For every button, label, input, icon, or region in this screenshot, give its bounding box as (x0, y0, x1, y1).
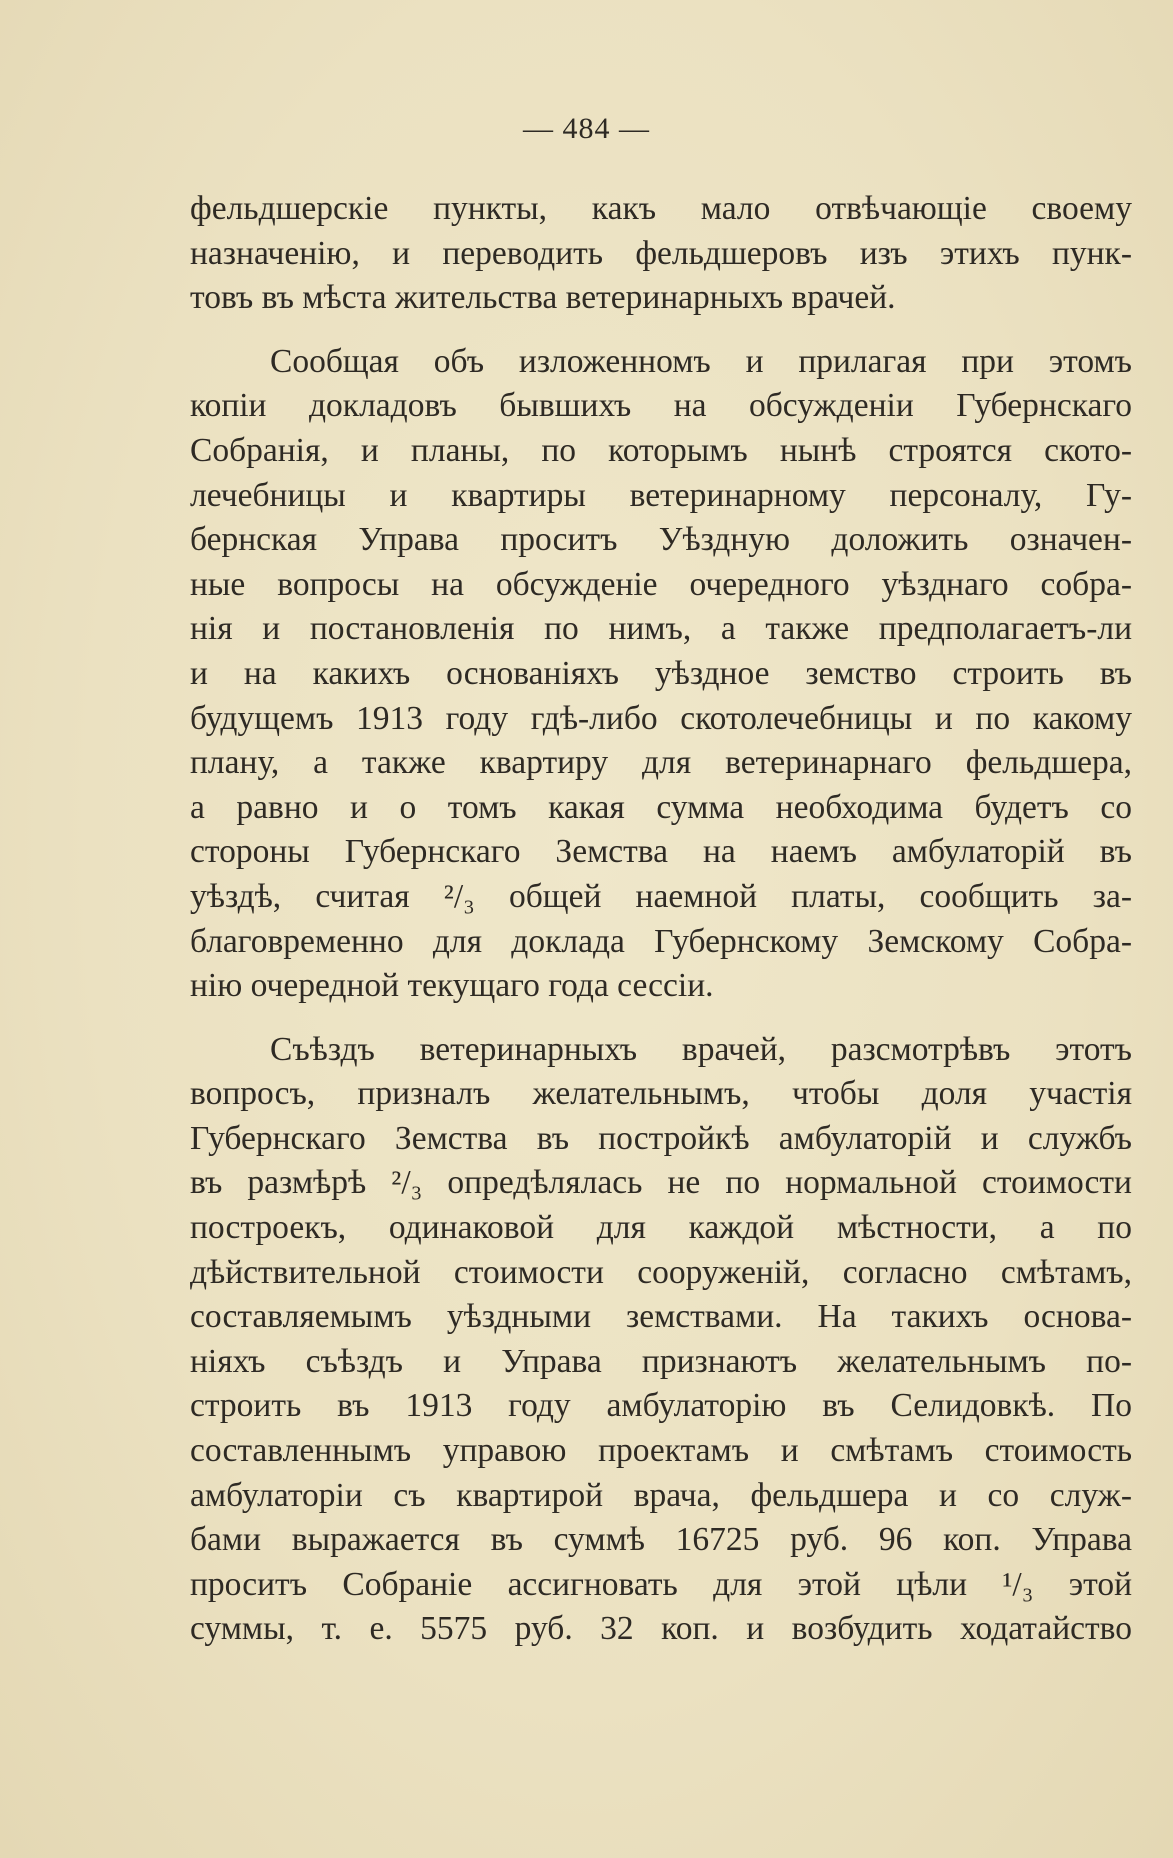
text-line: проситъ Собраніе ассигновать для этой цѣли ¹/₃ этой (190, 1565, 1132, 1603)
text-line: лечебницы и квартиры ветеринарному персоналу, Гу- (190, 476, 1132, 514)
text-line: фельдшерскіе пункты, какъ мало отвѣчающіе своему (190, 190, 1132, 227)
text-line: товъ въ мѣста жительства ветеринарныхъ врачей. (190, 279, 896, 317)
text-line: Сообщая объ изложенномъ и прилагая при этомъ (270, 342, 1132, 380)
text-line: составленнымъ управою проектамъ и смѣтамъ стоимость (190, 1432, 1132, 1470)
text-line: Губернскаго Земства въ постройкѣ амбулаторій и службъ (190, 1119, 1132, 1157)
text-line: благовременно для доклада Губернскому Земскому Собра- (190, 922, 1132, 960)
text-line: и на какихъ основаніяхъ уѣздное земство строить въ (190, 654, 1132, 692)
text-line: копіи докладовъ бывшихъ на обсужденіи Губернскаго (190, 387, 1132, 425)
text-line: суммы, т. е. 5575 руб. 32 коп. и возбудить ходатайство (190, 1610, 1132, 1648)
text-line: будущемъ 1913 году гдѣ-либо скотолечебницы и по какому (190, 699, 1132, 737)
text-line: плану, а также квартиру для ветеринарнаго фельдшера, (190, 744, 1132, 782)
paragraph-gap (190, 1009, 1132, 1028)
text-line: въ размѣрѣ ²/₃ опредѣлялась не по нормальной стоимости (190, 1164, 1132, 1202)
text-line: строить въ 1913 году амбулаторію въ Селидовкѣ. По (190, 1387, 1132, 1425)
text-line: уѣздѣ, считая ²/₃ общей наемной платы, сообщить за- (190, 877, 1132, 915)
paragraph-gap (190, 321, 1132, 340)
text-line: Съѣздъ ветеринарныхъ врачей, разсмотрѣвъ этотъ (270, 1030, 1132, 1068)
paragraph-3 (190, 1028, 1132, 1652)
page-number: — 484 — (523, 112, 650, 145)
text-line: дѣйствительной стоимости сооруженій, согласно смѣтамъ, (190, 1253, 1132, 1291)
paragraph-1 (190, 187, 1132, 321)
text-line: нія и постановленія по нимъ, а также предполагаетъ-ли (190, 610, 1132, 648)
text-line: бами выражается въ суммѣ 16725 руб. 96 коп. Управа (190, 1521, 1132, 1559)
text-line: бернская Управа проситъ Уѣздную доложить означен- (190, 521, 1132, 559)
text-line: ніяхъ съѣздъ и Управа признаютъ желательнымъ по- (190, 1342, 1132, 1380)
body-text (190, 187, 1132, 1652)
text-line: построекъ, одинаковой для каждой мѣстности, а по (190, 1209, 1132, 1247)
text-line: Собранія, и планы, по которымъ нынѣ строятся ското- (190, 431, 1132, 469)
text-line: стороны Губернскаго Земства на наемъ амбулаторій въ (190, 833, 1132, 871)
text-line: назначенію, и переводить фельдшеровъ изъ этихъ пунк- (190, 234, 1132, 272)
text-line: ные вопросы на обсужденіе очередного уѣзднаго собра- (190, 565, 1132, 603)
text-line: вопросъ, призналъ желательнымъ, чтобы доля участія (190, 1075, 1132, 1113)
paragraph-2 (190, 340, 1132, 1009)
text-line: нію очередной текущаго года сессіи. (190, 967, 714, 1005)
text-line: а равно и о томъ какая сумма необходима будетъ со (190, 788, 1132, 826)
text-line: амбулаторіи съ квартирой врача, фельдшера и со служ- (190, 1476, 1132, 1514)
text-line: составляемымъ уѣздными земствами. На такихъ основа- (190, 1298, 1132, 1336)
